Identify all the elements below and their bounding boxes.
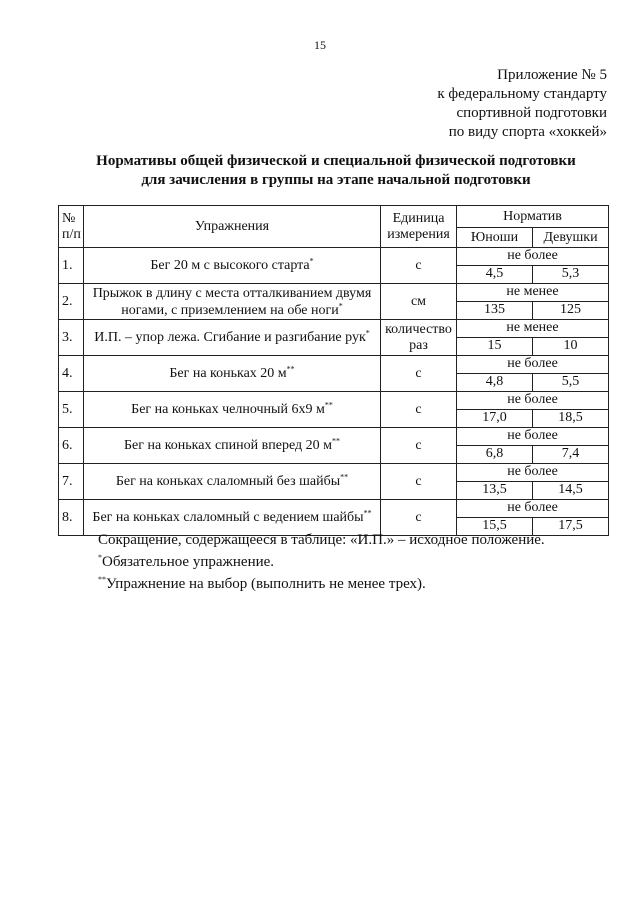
note-mandatory <box>98 549 545 571</box>
row-num: 5. <box>59 392 84 428</box>
table-row <box>59 284 609 320</box>
row-girls-value: 125 <box>560 302 582 317</box>
row-exercise <box>84 248 381 284</box>
row-exercise-text: Бег на коньках слаломный с ведением шайбы <box>92 510 364 525</box>
header-norm: Норматив <box>457 206 609 228</box>
table-notes <box>98 531 545 593</box>
row-exercise <box>84 356 381 392</box>
row-exercise-text: Бег на коньках слаломный без шайбы <box>115 474 341 489</box>
row-norm-values <box>457 464 609 500</box>
row-norm-values <box>457 248 609 284</box>
row-comparison: не менее <box>457 320 608 338</box>
row-girls-value: 5,3 <box>561 266 580 281</box>
row-unit: см <box>381 284 457 320</box>
row-comparison: не более <box>457 428 608 446</box>
row-exercise-mark: ** <box>340 472 349 482</box>
appendix-header <box>437 66 607 142</box>
row-exercise-text: И.П. – упор лежа. Сгибание и разгибание рук <box>94 330 366 345</box>
row-values <box>457 410 608 427</box>
row-girls-value: 17,5 <box>558 518 583 533</box>
row-exercise-mark: * <box>309 256 314 266</box>
row-values <box>457 482 608 499</box>
row-comparison: не более <box>457 464 608 482</box>
row-num: 8. <box>59 500 84 536</box>
row-unit: с <box>381 356 457 392</box>
row-exercise-text: Бег на коньках 20 м <box>169 366 287 381</box>
row-exercise-mark: ** <box>324 400 333 410</box>
row-exercise-text: Бег на коньках челночный 6х9 м <box>131 402 325 417</box>
table-row <box>59 392 609 428</box>
note-abbreviation: Сокращение, содержащееся в таблице: «И.П.» – исходное положение. <box>98 532 545 548</box>
row-boys-value: 13,5 <box>457 482 533 499</box>
row-girls-value: 14,5 <box>558 482 583 497</box>
row-exercise-mark: * <box>338 300 343 310</box>
row-exercise <box>84 392 381 428</box>
header-unit: Единица измерения <box>381 206 457 248</box>
row-girls-value: 7,4 <box>561 446 580 461</box>
row-num: 7. <box>59 464 84 500</box>
row-exercise-text: Бег на коньках спиной вперед 20 м <box>124 438 332 453</box>
row-exercise-mark: ** <box>286 364 295 374</box>
row-comparison: не более <box>457 356 608 374</box>
row-values <box>457 374 608 391</box>
table-row <box>59 356 609 392</box>
row-values <box>457 302 608 319</box>
note-mandatory-text: Обязательное упражнение. <box>102 554 275 570</box>
norms-table <box>58 205 609 536</box>
row-norm-values <box>457 320 609 356</box>
row-boys-value: 135 <box>457 302 533 319</box>
row-unit: с <box>381 500 457 536</box>
row-girls-value: 18,5 <box>558 410 583 425</box>
row-num: 4. <box>59 356 84 392</box>
page-number: 15 <box>314 38 326 52</box>
row-unit: количество раз <box>381 320 457 356</box>
header-exercise: Упражнения <box>84 206 381 248</box>
appendix-line: к федеральному стандарту <box>437 86 607 102</box>
row-unit: с <box>381 464 457 500</box>
row-exercise <box>84 284 381 320</box>
appendix-line: Приложение № 5 <box>497 67 607 83</box>
row-num: 3. <box>59 320 84 356</box>
row-exercise-mark: ** <box>363 508 372 518</box>
row-girls-value: 10 <box>563 338 578 353</box>
header-num: № п/п <box>59 206 84 248</box>
note-mandatory-mark: * <box>98 553 102 562</box>
row-exercise <box>84 428 381 464</box>
row-values <box>457 446 608 463</box>
row-norm-values <box>457 392 609 428</box>
appendix-line: спортивной подготовки <box>456 105 607 121</box>
table-row <box>59 464 609 500</box>
row-norm-values <box>457 356 609 392</box>
appendix-line: по виду спорта «хоккей» <box>448 124 607 140</box>
row-boys-value: 4,5 <box>457 266 533 283</box>
row-boys-value: 4,8 <box>457 374 533 391</box>
row-boys-value: 17,0 <box>457 410 533 427</box>
row-norm-values <box>457 284 609 320</box>
row-unit: с <box>381 428 457 464</box>
row-exercise-mark: * <box>365 328 370 338</box>
row-boys-value: 15,5 <box>457 518 533 535</box>
row-boys-value: 6,8 <box>457 446 533 463</box>
table-row <box>59 248 609 284</box>
header-boys: Юноши <box>457 228 533 248</box>
note-optional <box>98 571 545 593</box>
row-num: 1. <box>59 248 84 284</box>
row-num: 2. <box>59 284 84 320</box>
row-exercise-text: Прыжок в длину с места отталкиванием двумя ногами, с приземлением на обе ноги <box>92 285 372 318</box>
title-line: для зачисления в группы на этапе начальной подготовки <box>141 172 531 188</box>
row-unit: с <box>381 392 457 428</box>
row-comparison: не более <box>457 500 608 518</box>
header-girls: Девушки <box>533 228 609 248</box>
row-values <box>457 266 608 283</box>
row-exercise-text: Бег 20 м с высокого старта <box>150 258 310 273</box>
table-row <box>59 428 609 464</box>
row-norm-values <box>457 428 609 464</box>
row-comparison: не менее <box>457 284 608 302</box>
row-comparison: не более <box>457 248 608 266</box>
document-title <box>40 152 632 190</box>
row-exercise <box>84 464 381 500</box>
note-optional-text: Упражнение на выбор (выполнить не менее трех). <box>106 576 426 592</box>
note-optional-mark: ** <box>98 575 106 584</box>
row-unit: с <box>381 248 457 284</box>
row-exercise-mark: ** <box>331 436 340 446</box>
row-boys-value: 15 <box>457 338 533 355</box>
row-comparison: не более <box>457 392 608 410</box>
row-num: 6. <box>59 428 84 464</box>
title-line: Нормативы общей физической и специальной физической подготовки <box>96 153 576 169</box>
table-row <box>59 320 609 356</box>
row-girls-value: 5,5 <box>561 374 580 389</box>
row-exercise <box>84 320 381 356</box>
row-values <box>457 338 608 355</box>
